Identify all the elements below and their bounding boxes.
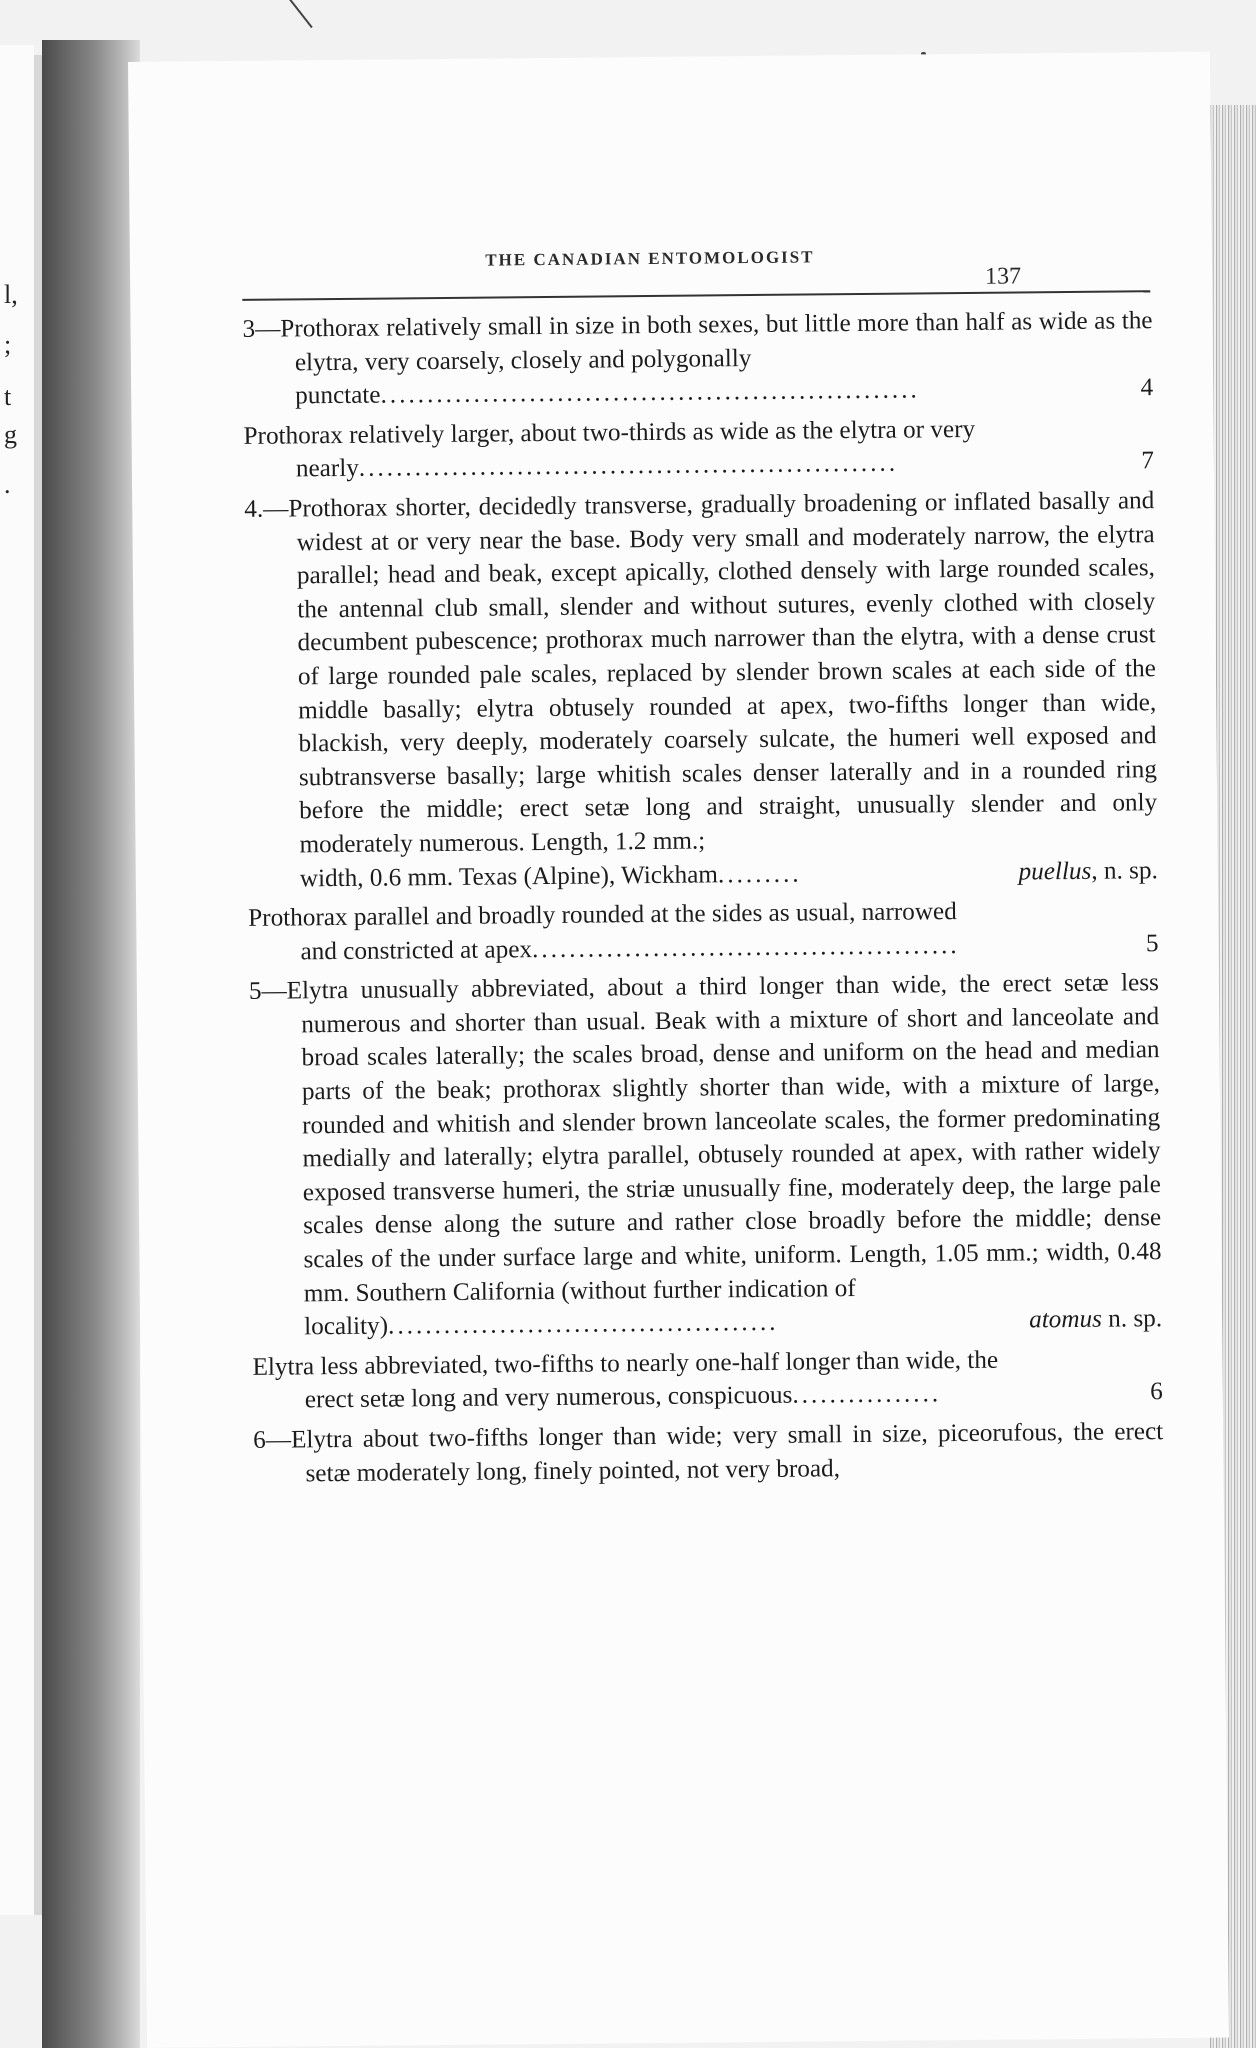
margin-mark: l, bbox=[4, 280, 18, 309]
couplet-reference: 4 bbox=[1140, 374, 1154, 402]
scan-scratch bbox=[285, 0, 312, 28]
facing-page-margin-marks bbox=[0, 280, 34, 1180]
dot-leader: .......................................... bbox=[387, 1309, 779, 1340]
entry-tail-line bbox=[304, 1302, 1162, 1344]
margin-mark: t bbox=[4, 382, 12, 411]
entry-tail-line bbox=[296, 445, 1154, 487]
facing-page-shadow bbox=[34, 55, 42, 1915]
species-name bbox=[1018, 854, 1158, 889]
gutter-shadow bbox=[42, 40, 140, 2048]
key-text bbox=[242, 304, 1163, 1497]
couplet-reference: 5 bbox=[1145, 929, 1159, 957]
entry-text: Elytra unusually abbreviated, about a third longer than wide, the erect setæ less numerous and shorter than usual. Beak with a mixture of short and lanceolate and broad scales laterally; the scales broad, dense and uniform on the head and median parts of the beak; prothorax slightly shorter than wide, with a mixture of large, rounded and whitish and slender brown lanceolate scales, the former predominating medially and laterally; elytra parallel, obtusely rounded at apex, with rather widely exposed transverse humeri, the striæ unusually fine, moderately deep, the large pale scales dense along the suture and rather close broadly before the middle; dense scales of the under surface large and white, uniform. Length, 1.05 mm.; width, 0.48 mm. Southern California (without further indication of bbox=[286, 969, 1162, 1307]
key-entry bbox=[248, 893, 1159, 969]
header-rule bbox=[242, 290, 1150, 301]
couplet-label: 4.— bbox=[244, 495, 289, 523]
entry-tail: locality) bbox=[304, 1312, 389, 1341]
species-suffix: n. sp. bbox=[1101, 1305, 1163, 1333]
dot-leader: ................ bbox=[792, 1380, 942, 1410]
species-epithet: puellus bbox=[1018, 857, 1092, 885]
entry-tail: punctate bbox=[295, 381, 381, 410]
entry-tail-line bbox=[300, 927, 1158, 969]
key-entry bbox=[253, 1415, 1164, 1491]
page-number: 137 bbox=[984, 263, 1022, 290]
page-content bbox=[128, 52, 1229, 2048]
entry-text: Prothorax relatively larger, about two-thirds as wide as the elytra or very bbox=[243, 415, 976, 450]
couplet-label: 6— bbox=[253, 1426, 292, 1454]
key-entry bbox=[242, 304, 1153, 414]
entry-text: Prothorax parallel and broadly rounded at the sides as usual, narrowed bbox=[248, 898, 957, 932]
species-epithet: atomus bbox=[1029, 1305, 1103, 1334]
key-entry bbox=[244, 484, 1158, 896]
entry-text: Elytra less abbreviated, two-fifths to nearly one-half longer than wide, the bbox=[252, 1346, 999, 1381]
key-entry bbox=[249, 966, 1163, 1344]
margin-mark: ; bbox=[4, 330, 12, 359]
couplet-reference: 6 bbox=[1150, 1378, 1163, 1406]
entry-tail-line bbox=[300, 854, 1158, 896]
key-entry bbox=[252, 1342, 1163, 1418]
entry-tail: and constricted at apex bbox=[300, 935, 533, 966]
dot-leader: .......................................................... bbox=[358, 450, 899, 483]
entry-tail: width, 0.6 mm. Texas (Alpine), Wickham bbox=[299, 860, 719, 892]
margin-mark: . bbox=[4, 470, 11, 499]
couplet-label: 3— bbox=[242, 315, 281, 343]
running-title: THE CANADIAN ENTOMOLOGIST bbox=[485, 247, 815, 270]
entry-tail-line bbox=[305, 1376, 1163, 1418]
entry-tail: nearly bbox=[295, 455, 359, 483]
dot-leader: .............................................. bbox=[531, 931, 960, 963]
species-name bbox=[1029, 1302, 1162, 1337]
key-entry bbox=[243, 411, 1154, 487]
couplet-label: 5— bbox=[248, 977, 287, 1006]
entry-tail: erect setæ long and very numerous, conspicuous bbox=[304, 1382, 793, 1414]
couplet-reference: 7 bbox=[1141, 447, 1155, 475]
species-suffix: , n. sp. bbox=[1091, 856, 1158, 885]
entry-text: Elytra about two-fifths longer than wide; very small in size, piceorufous, the erect setæ moderately long, finely pointed, not very broad, bbox=[290, 1418, 1164, 1487]
entry-text: Prothorax shorter, decidedly transverse, gradually broadening or inflated basally and widest at or very near the base. Body very small and moderately narrow, the elytra parallel; head and beak, except apically, clothed densely with large rounded scales, the antennal club small, slender and without sutures, evenly clothed with closely decumbent pubescence; prothorax much narrower than the elytra, with a dense crust of large rounded pale scales, replaced by slender brown scales at each side of the middle basally; elytra obtusely rounded at apex, two-fifths longer than wide, blackish, very deeply, moderately coarsely sulcate, the humeri well exposed and subtransverse basally; large whitish scales denser laterally and in a rounded ring before the middle; erect setæ long and straight, unusually slender and only moderately numerous. Length, 1.2 mm.; bbox=[288, 487, 1158, 859]
dot-leader: .......................................................... bbox=[380, 376, 920, 409]
margin-mark: g bbox=[4, 420, 17, 449]
entry-text: Prothorax relatively small in size in both sexes, but little more than half as wide as the elytra, very coarsely, closely and polygonally bbox=[280, 307, 1153, 377]
entry-tail-line bbox=[295, 371, 1153, 413]
book-page bbox=[128, 52, 1229, 2048]
dot-leader: ......... bbox=[717, 860, 802, 888]
